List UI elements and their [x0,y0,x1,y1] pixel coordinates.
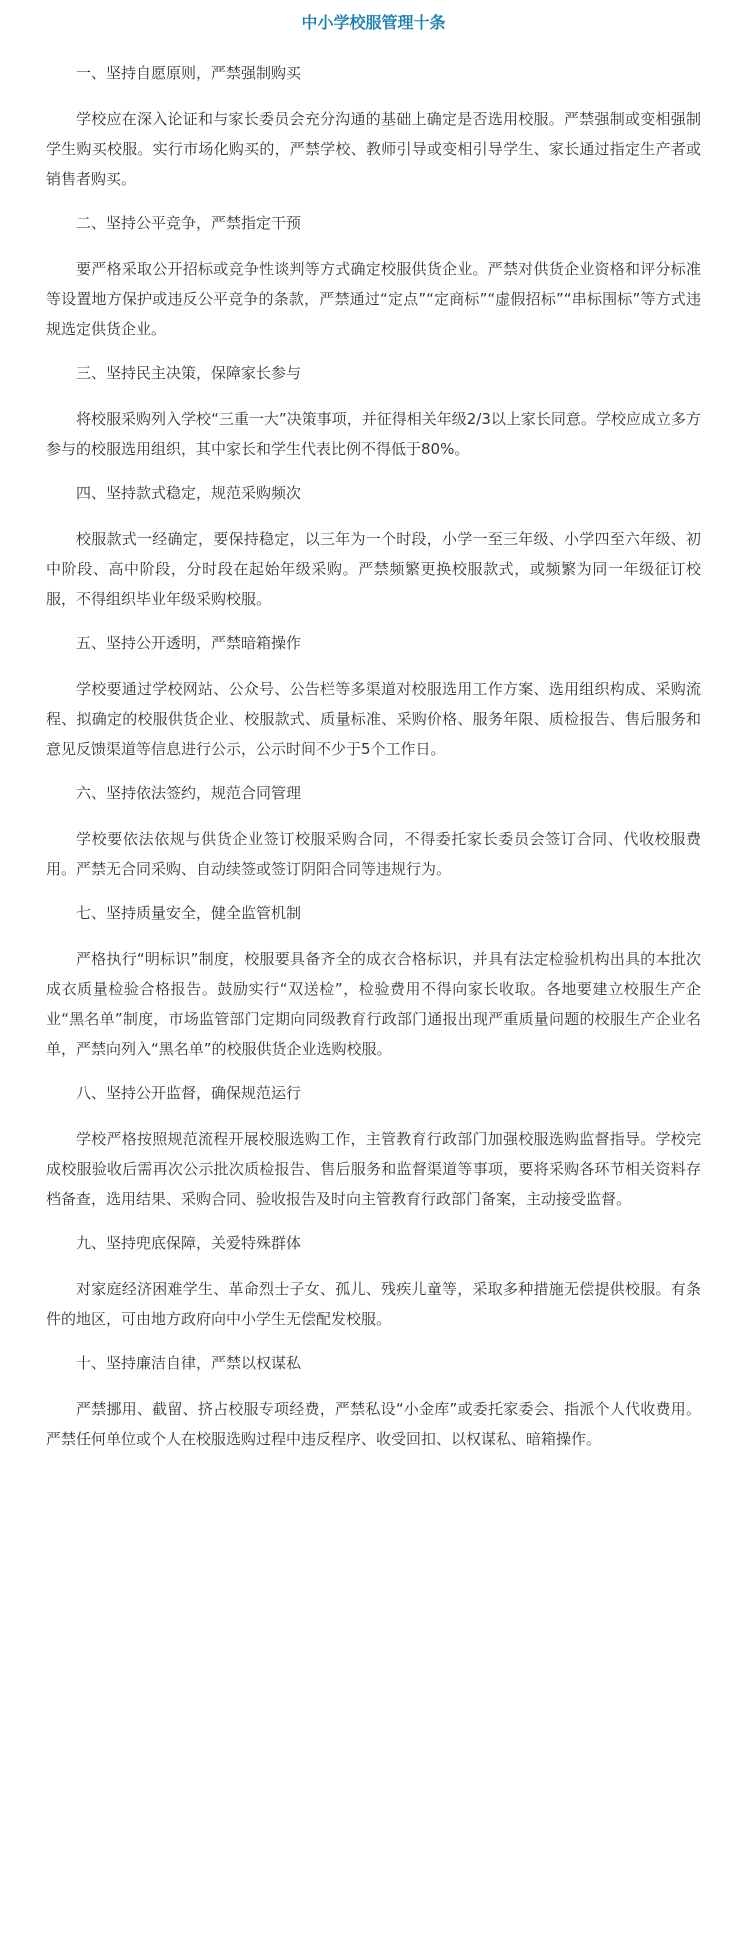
section-body: 学校应在深入论证和与家长委员会充分沟通的基础上确定是否选用校服。严禁强制或变相强制学生购买校服。实行市场化购买的，严禁学校、教师引导或变相引导学生、家长通过指定生产者或销售者购买。 [46,110,701,188]
section-heading: 九、坚持兜底保障，关爱特殊群体 [76,1234,302,1252]
section-body: 将校服采购列入学校“三重一大”决策事项，并征得相关年级2/3以上家长同意。学校应成立多方参与的校服选用组织，其中家长和学生代表比例不得低于80%。 [46,410,701,458]
section-body: 严格执行“明标识”制度，校服要具备齐全的成衣合格标识，并具有法定检验机构出具的本批次成衣质量检验合格报告。鼓励实行“双送检”，检验费用不得向家长收取。各地要建立校服生产企业“黑名单”制度，市场监管部门定期向同级教育行政部门通报出现严重质量问题的校服生产企业名单，严禁向列入“黑名单”的校服供货企业选购校服。 [46,950,701,1058]
section-body: 学校严格按照规范流程开展校服选购工作，主管教育行政部门加强校服选购监督指导。学校完成校服验收后需再次公示批次质检报告、售后服务和监督渠道等事项，要将采购各环节相关资料存档备查，选用结果、采购合同、验收报告及时向主管教育行政部门备案，主动接受监督。 [46,1130,701,1208]
section-9 [46,1228,701,1334]
section-body: 要严格采取公开招标或竞争性谈判等方式确定校服供货企业。严禁对供货企业资格和评分标准等设置地方保护或违反公平竞争的条款，严禁通过“定点”“定商标”“虚假招标”“串标围标”等方式违规选定供货企业。 [46,260,701,338]
section-5 [46,628,701,764]
section-2 [46,208,701,344]
section-8 [46,1078,701,1214]
section-heading: 十、坚持廉洁自律，严禁以权谋私 [76,1354,302,1372]
section-10 [46,1348,701,1454]
section-3 [46,358,701,464]
section-heading: 六、坚持依法签约，规范合同管理 [76,784,302,802]
section-body: 学校要依法依规与供货企业签订校服采购合同，不得委托家长委员会签订合同、代收校服费用。严禁无合同采购、自动续签或签订阴阳合同等违规行为。 [46,830,701,878]
section-heading: 五、坚持公开透明，严禁暗箱操作 [76,634,302,652]
section-heading: 二、坚持公平竞争，严禁指定干预 [76,214,302,232]
section-heading: 八、坚持公开监督，确保规范运行 [76,1084,302,1102]
section-6 [46,778,701,884]
section-body: 学校要通过学校网站、公众号、公告栏等多渠道对校服选用工作方案、选用组织构成、采购流程、拟确定的校服供货企业、校服款式、质量标准、采购价格、服务年限、质检报告、售后服务和意见反馈渠道等信息进行公示，公示时间不少于5个工作日。 [46,680,701,758]
section-body: 严禁挪用、截留、挤占校服专项经费，严禁私设“小金库”或委托家委会、指派个人代收费用。严禁任何单位或个人在校服选购过程中违反程序、收受回扣、以权谋私、暗箱操作。 [46,1400,701,1448]
section-body: 校服款式一经确定，要保持稳定，以三年为一个时段，小学一至三年级、小学四至六年级、初中阶段、高中阶段，分时段在起始年级采购。严禁频繁更换校服款式，或频繁为同一年级征订校服，不得组织毕业年级采购校服。 [46,530,701,608]
section-heading: 七、坚持质量安全，健全监管机制 [76,904,302,922]
section-heading: 一、坚持自愿原则，严禁强制购买 [76,64,302,82]
section-heading: 四、坚持款式稳定，规范采购频次 [76,484,302,502]
section-body: 对家庭经济困难学生、革命烈士子女、孤儿、残疾儿童等，采取多种措施无偿提供校服。有条件的地区，可由地方政府向中小学生无偿配发校服。 [46,1280,701,1328]
article-title: 中小学校服管理十条 [301,13,446,32]
section-1 [46,58,701,194]
section-4 [46,478,701,614]
section-heading: 三、坚持民主决策，保障家长参与 [76,364,302,382]
section-7 [46,898,701,1064]
